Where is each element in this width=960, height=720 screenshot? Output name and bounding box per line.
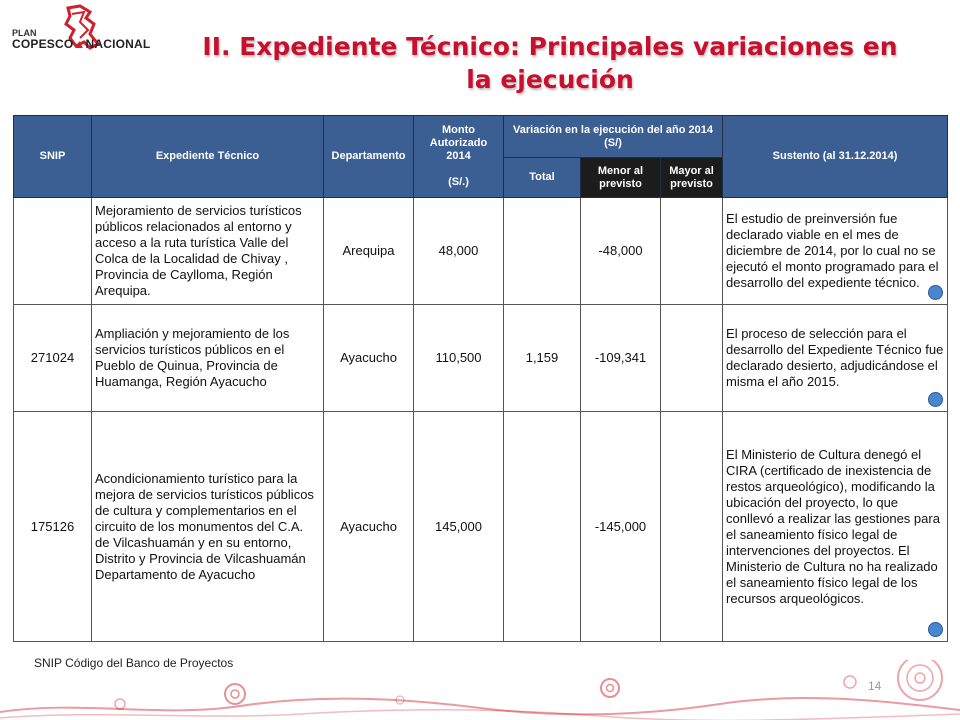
table-row [14,412,948,642]
page-number: 14 [868,679,882,693]
header-monto: Monto Autorizado 2014 (S/.) [414,116,504,198]
header-total: Total [504,158,581,198]
footnote: SNIP Código del Banco de Proyectos [34,656,234,670]
header-variacion: Variación en la ejecución del año 2014 (S/) [504,116,723,158]
cell-departamento: Arequipa [324,198,414,305]
cell-sustento: El estudio de preinversión fue declarado viable en el mes de diciembre de 2014, por lo cual no se ejecutó el monto programado para el desarrollo del expediente técnico. [723,198,948,305]
cell-total [504,198,581,305]
header-mayor: Mayor al previsto [661,158,723,198]
header-departamento: Departamento [324,116,414,198]
cell-total: 1,159 [504,305,581,412]
circle-icon [928,285,943,300]
header-expediente: Expediente Técnico [92,116,324,198]
cell-monto: 145,000 [414,412,504,642]
logo-name-text: COPESCO▲NACIONAL [12,37,151,51]
table-row [14,198,948,305]
cell-menor: -48,000 [581,198,661,305]
circle-icon [928,622,943,637]
cell-mayor [661,198,723,305]
header-snip: SNIP [14,116,92,198]
cell-snip [14,198,92,305]
cell-expediente: Acondicionamiento turístico para la mejora de servicios turísticos públicos de cultura y complementarios en el circuito de los monumentos del C.A. de Vilcashuamán y en su entorno, Distrito y Provincia de Vilcashuamán Departamento de Ayacucho [92,412,324,642]
cell-departamento: Ayacucho [324,305,414,412]
cell-sustento: El proceso de selección para el desarrollo del Expediente Técnico fue declarado desierto, adjudicándose el misma el año 2015. [723,305,948,412]
circle-icon [928,392,943,407]
logo-plan-text: PLAN [12,28,37,38]
cell-mayor [661,412,723,642]
cell-snip: 175126 [14,412,92,642]
cell-menor: -145,000 [581,412,661,642]
table-row [14,305,948,412]
page-title: II. Expediente Técnico: Principales variaciones en la ejecución [202,32,898,94]
cell-monto: 48,000 [414,198,504,305]
cell-monto: 110,500 [414,305,504,412]
cell-departamento: Ayacucho [324,412,414,642]
cell-snip: 271024 [14,305,92,412]
cell-expediente: Mejoramiento de servicios turísticos públicos relacionados al entorno y acceso a la ruta turística Valle del Colca de la Localidad de Chivay , Provincia de Caylloma, Región Arequipa. [92,198,324,305]
cell-total [504,412,581,642]
cell-mayor [661,305,723,412]
header-sustento: Sustento (al 31.12.2014) [723,116,948,198]
cell-expediente: Ampliación y mejoramiento de los servicios turísticos públicos en el Pueblo de Quinua, Provincia de Huamanga, Región Ayacucho [92,305,324,412]
cell-menor: -109,341 [581,305,661,412]
header-menor: Menor al previsto [581,158,661,198]
plan-copesco-logo [6,4,156,70]
variations-table [13,115,948,642]
cell-sustento: El Ministerio de Cultura denegó el CIRA (certificado de inexistencia de restos arqueológico), modificando la ubicación del proyecto, lo que conllevó a realizar las gestiones para el saneamiento físico legal de intervenciones del proyectos. El Ministerio de Cultura no ha realizado el saneamiento físico legal de los recursos arqueológicos. [723,412,948,642]
spiral-decoration [0,660,960,720]
